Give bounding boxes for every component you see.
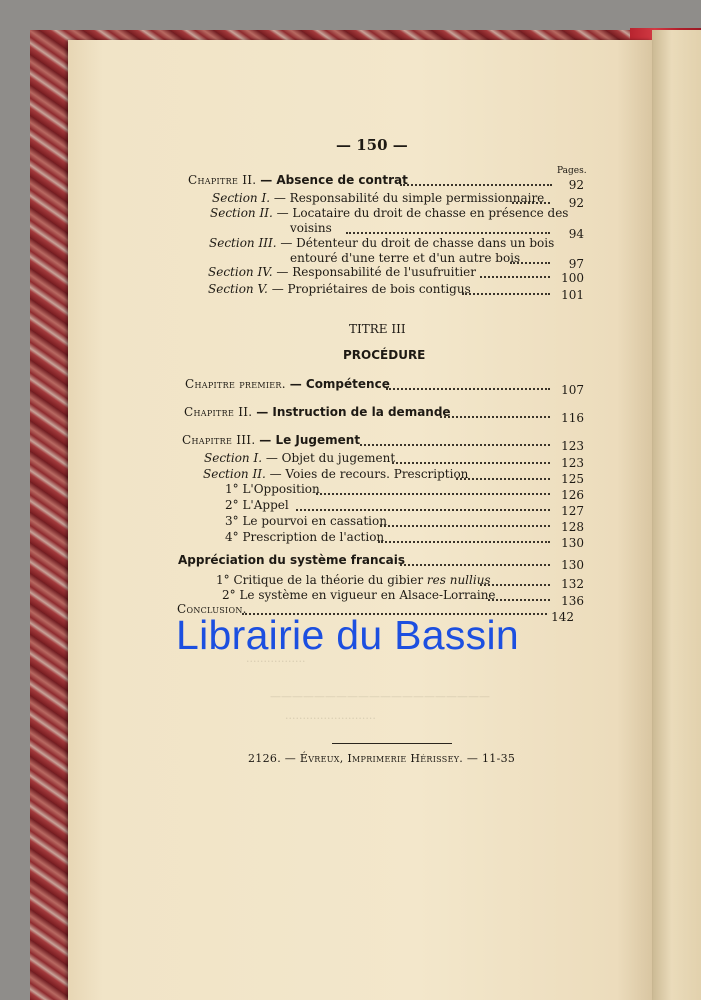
toc-section-cont: voisins bbox=[290, 221, 332, 235]
imprint-line: 2126. — Évreux, Imprimerie Hérissey. — 11-35 bbox=[248, 752, 516, 765]
toc-chapter-2-instruction: Chapitre II. — Instruction de la demande bbox=[184, 405, 451, 419]
toc-page: 123 bbox=[561, 456, 584, 470]
toc-item: 1° L'Opposition bbox=[225, 482, 320, 496]
toc-conclusion: Conclusion. bbox=[177, 602, 247, 616]
toc-appreciation: Appréciation du système francais bbox=[178, 553, 406, 567]
toc-page: 136 bbox=[561, 594, 584, 608]
table-of-contents: — 150 — Pages. Chapitre II. — Absence de contrat 92 Section I. — Responsabilité du simple permissionnaire 92 Section II. — Locataire du droit de chasse en présence des voisins 94 Section III. — Détenteur du droit de chasse dans un bois entouré d'une terre et d'un autre bois 97 Section IV. — Responsabilité de l'usufruitier 100 Section V. — Propriétaires de bois contigus 101 TITRE III PROCÉDURE Chapitre premier. — Compétence 107 Chapitre II. — Instruction de la demande 116 Chapitre III. — Le Jugement 123 Section I. — Objet du jugement 123 Section II. — Voies de recours. Prescription 125 1° L'Opposition 126 2° L'Appel 127 3° Le pourvoi en cassation 128 4° Prescription de l'action 130 Appréciation du système francais 130 1° Critique de la théorie du gibier res nullius 132 2° Le système en vigueur en Alsace-Lorraine 136 Conclusion. 142 ················· ———————————————————— ·························· Librairie du Bassin 2126. — Évreux, Imprimerie Hérissey. — 11-35 bbox=[176, 136, 587, 765]
toc-page: 142 bbox=[551, 610, 574, 624]
titre-heading: TITRE III bbox=[349, 322, 406, 336]
toc-page: 92 bbox=[568, 196, 584, 210]
toc-chapter-2: Chapitre II. — Absence de contrat bbox=[188, 173, 408, 187]
toc-page: 130 bbox=[561, 558, 584, 572]
toc-section: Section I. — Objet du jugement bbox=[204, 451, 396, 465]
toc-page: 130 bbox=[561, 536, 584, 550]
toc-chapter-premier: Chapitre premier. — Compétence bbox=[185, 377, 390, 391]
imprint-rule bbox=[332, 743, 452, 744]
watermark-text: Librairie du Bassin bbox=[176, 612, 519, 658]
toc-section: Section V. — Propriétaires de bois contigus bbox=[208, 282, 471, 296]
pages-label: Pages. bbox=[557, 166, 587, 176]
toc-section: Section III. — Détenteur du droit de chasse dans un bois bbox=[209, 236, 555, 250]
toc-page: 125 bbox=[561, 472, 584, 486]
toc-page: 92 bbox=[568, 178, 584, 192]
toc-section: Section IV. — Responsabilité de l'usufruitier bbox=[208, 265, 477, 279]
toc-item: 3° Le pourvoi en cassation bbox=[225, 514, 387, 528]
toc-page: 127 bbox=[561, 504, 584, 518]
toc-item: 1° Critique de la théorie du gibier res nullius bbox=[216, 573, 491, 587]
toc-page: 94 bbox=[568, 227, 584, 241]
toc-page: 101 bbox=[561, 288, 584, 302]
toc-page: 107 bbox=[561, 383, 584, 397]
toc-page: 116 bbox=[561, 411, 584, 425]
toc-chapter-3: Chapitre III. — Le Jugement bbox=[182, 433, 361, 447]
toc-page: 132 bbox=[561, 577, 584, 591]
toc-page: 100 bbox=[561, 271, 584, 285]
toc-page: 97 bbox=[568, 257, 584, 271]
toc-item: 4° Prescription de l'action bbox=[225, 530, 385, 544]
toc-section: Section II. — Locataire du droit de chasse en présence des bbox=[210, 206, 569, 220]
toc-section: Section I. — Responsabilité du simple permissionnaire bbox=[212, 191, 545, 205]
toc-section: Section II. — Voies de recours. Prescription bbox=[203, 467, 469, 481]
titre-subheading: PROCÉDURE bbox=[343, 348, 426, 362]
toc-page: 123 bbox=[561, 439, 584, 453]
toc-item: 2° L'Appel bbox=[225, 498, 289, 512]
toc-page: 126 bbox=[561, 488, 584, 502]
toc-section-cont: entouré d'une terre et d'un autre bois bbox=[290, 251, 521, 265]
toc-page: 128 bbox=[561, 520, 584, 534]
page-number: — 150 — bbox=[336, 136, 408, 154]
toc-item: 2° Le système en vigueur en Alsace-Lorraine bbox=[222, 588, 496, 602]
